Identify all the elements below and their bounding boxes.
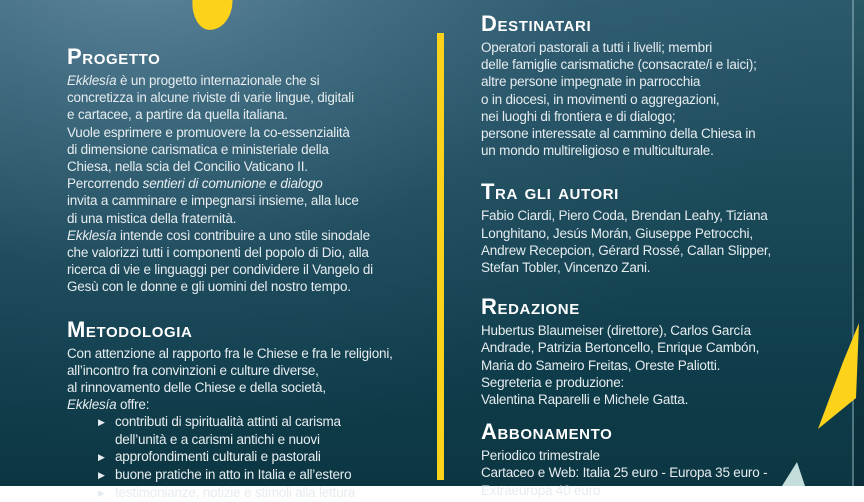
text-line: [67, 106, 439, 123]
text-run: Fabio Ciardi, Piero Coda, Brendan Leahy, Tiziana: [481, 208, 768, 224]
text-line: [481, 207, 856, 224]
text-line: [67, 396, 439, 413]
bullet-text: [115, 413, 341, 447]
text-line: [67, 141, 439, 158]
bullet-item: [98, 413, 439, 447]
text-run: Maria do Sameiro Freitas, Oreste Paliotti.: [481, 357, 721, 373]
text-run: un mondo multireligioso e multiculturale.: [481, 143, 714, 159]
text-run: Valentina Raparelli e Michele Gatta.: [481, 392, 689, 408]
metodologia-heading: Metodologia: [67, 316, 193, 342]
italic-text-run: Ekklesía: [67, 73, 117, 88]
text-line: [115, 466, 351, 483]
text-line: [481, 125, 856, 142]
bullet-item: [98, 466, 439, 484]
text-run: Stefan Tobler, Vincenzo Zani.: [481, 260, 651, 276]
progetto-body: [67, 72, 439, 296]
text-line: [115, 413, 341, 430]
destinatari-heading: Destinatari: [481, 11, 592, 36]
left-column: [67, 45, 439, 502]
text-run: nei luoghi di frontiera e di dialogo;: [481, 108, 676, 124]
text-line: [67, 345, 439, 362]
text-line: [67, 192, 439, 209]
text-run: Percorrendo: [67, 176, 143, 192]
text-line: [67, 124, 439, 141]
text-line: [67, 89, 439, 106]
text-run: invita a camminare e impegnarsi insieme, alla luce: [67, 193, 359, 209]
text-run: Vuole esprimere e promuovere la co-essenzialità: [67, 124, 350, 140]
bullet-text: [115, 466, 351, 483]
text-run: delle famiglie carismatiche (consacrate/i e laici);: [481, 57, 757, 73]
bullet-item: [98, 484, 439, 502]
text-line: [115, 431, 341, 448]
redazione-heading: Redazione: [481, 294, 580, 320]
text-run: altre persone impegnate in parrocchia: [481, 74, 701, 90]
text-line: [67, 379, 439, 396]
text-run: Con attenzione al rapporto fra le Chiese e fra le religioni,: [67, 345, 393, 361]
text-run: Andrade, Patrizia Bertoncello, Enrique Cambón,: [481, 340, 760, 356]
text-run: di una mistica della fraternità.: [67, 210, 237, 226]
section-abbonamento: [481, 420, 856, 499]
italic-text-run: Ekklesía: [67, 227, 117, 243]
text-run: o in diocesi, in movimenti o aggregazioni,: [481, 91, 720, 107]
exclamation-tip-shape: [191, 0, 233, 31]
autori-body: [481, 207, 856, 276]
text-run: Gesù con le donne e gli uomini del nostro tempo.: [67, 279, 351, 295]
right-column: [481, 12, 856, 499]
text-line: [481, 322, 856, 339]
text-run: contributi di spiritualità attinti al carisma: [115, 414, 341, 430]
text-run: è un progetto internazionale che si: [116, 73, 320, 88]
text-line: [481, 39, 856, 56]
text-run: Longhitano, Jesús Morán, Giuseppe Petrocchi,: [481, 225, 753, 241]
text-line: [481, 108, 856, 125]
text-run: al rinnovamento delle Chiese e della società,: [67, 380, 326, 396]
text-run: che valorizzi tutti i componenti del popolo di Dio, alla: [67, 245, 369, 261]
text-run: Chiesa, nella scia del Concilio Vaticano II.: [67, 159, 308, 175]
text-run: offre:: [116, 397, 150, 413]
text-run: dell’unità e a carismi antichi e nuovi: [115, 431, 320, 447]
section-metodologia: [67, 318, 439, 502]
text-line: [67, 158, 439, 175]
bullet-item: [98, 448, 439, 466]
section-tra-gli-autori: [481, 180, 856, 276]
section-redazione: [481, 295, 856, 408]
text-line: [481, 91, 856, 108]
autori-heading: Tra gli autori: [481, 179, 619, 205]
text-run: Periodico trimestrale: [481, 448, 600, 464]
metodologia-bullet-list: [67, 413, 439, 502]
text-run: Andrew Recepcion, Gérard Rossé, Callan Slipper,: [481, 242, 771, 258]
text-line: [481, 56, 856, 73]
text-line: [481, 447, 856, 464]
text-run: e cartacee, a partire da quella italiana.: [67, 107, 288, 123]
destinatari-body: [481, 39, 856, 159]
text-line: [115, 484, 355, 501]
text-run: intende così contribuire a uno stile sinodale: [116, 227, 370, 243]
bullet-arrow-icon: ▶: [98, 451, 105, 462]
text-line: [67, 227, 439, 244]
text-line: [67, 278, 439, 295]
text-line: [481, 242, 856, 259]
text-line: [481, 374, 856, 391]
bullet-arrow-icon: ▶: [98, 488, 105, 499]
text-run: all’incontro fra convinzioni e culture diverse,: [67, 362, 319, 378]
italic-text-run: sentieri di comunione e dialogo: [142, 176, 323, 192]
text-run: Cartaceo e Web: Italia 25 euro - Europa 35 euro -: [481, 465, 768, 481]
text-line: [481, 142, 856, 159]
text-line: [481, 339, 856, 356]
text-run: di dimensione carismatica e ministeriale della: [67, 141, 329, 157]
text-line: [67, 72, 439, 89]
text-line: [115, 448, 321, 465]
italic-text-run: Ekklesía: [67, 397, 117, 413]
text-run: testimonianze, notizie e stimoli alla lettura: [115, 485, 356, 501]
bullet-arrow-icon: ▶: [98, 470, 105, 481]
text-run: concretizza in alcune riviste di varie lingue, digitali: [67, 90, 354, 106]
text-run: Operatori pastorali a tutti i livelli; membri: [481, 40, 713, 55]
text-line: [67, 362, 439, 379]
text-line: [67, 175, 439, 192]
abbonamento-heading: Abbonamento: [481, 419, 613, 445]
bullet-text: [115, 448, 321, 465]
section-progetto: [67, 45, 439, 296]
text-run: Segreteria e produzione:: [481, 374, 625, 390]
text-run: approfondimenti culturali e pastorali: [115, 448, 321, 464]
text-line: [481, 391, 856, 408]
bullet-text: [115, 484, 355, 501]
redazione-body: [481, 322, 856, 408]
text-line: [67, 244, 439, 261]
text-run: ricerca di vie e linguaggi per condividere il Vangelo di: [67, 262, 373, 278]
text-line: [67, 261, 439, 278]
section-destinatari: [481, 12, 856, 159]
text-run: persone interessate al cammino della Chiesa in: [481, 126, 756, 142]
text-line: [481, 225, 856, 242]
text-run: Extraeuropa 40 euro: [481, 482, 601, 498]
text-line: [67, 210, 439, 227]
text-run: buone pratiche in atto in Italia e all’estero: [115, 467, 352, 483]
text-run: Hubertus Blaumeiser (direttore), Carlos García: [481, 323, 751, 339]
text-line: [481, 73, 856, 90]
text-line: [481, 259, 856, 276]
progetto-heading: Progetto: [67, 44, 161, 69]
metodologia-intro: [67, 345, 439, 414]
text-line: [481, 357, 856, 374]
bullet-arrow-icon: ▶: [98, 417, 105, 428]
